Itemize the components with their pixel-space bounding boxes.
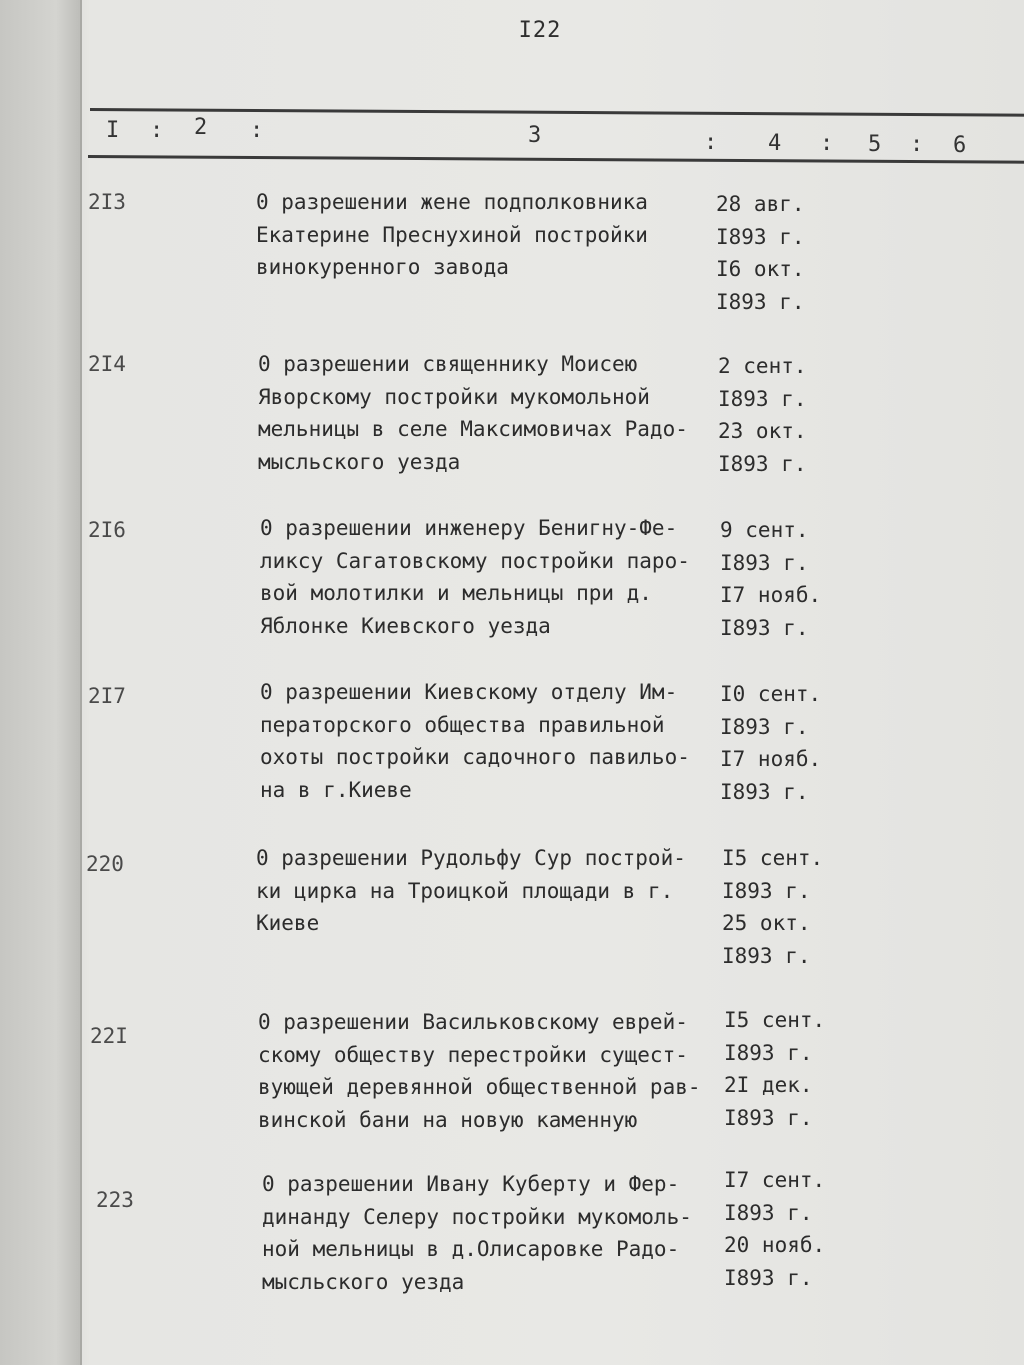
entry-dates <box>716 188 805 318</box>
date-line: I7 нояб. <box>720 747 822 771</box>
description-line: винской бани на новую каменную <box>258 1107 638 1132</box>
entry-dates <box>722 842 823 972</box>
date-line: I893 г. <box>718 451 807 476</box>
date-line: I893 г. <box>720 779 809 804</box>
date-line: I6 окт. <box>716 257 805 281</box>
description-line: 0 разрешении Киевскому отделу Им- <box>260 680 678 704</box>
entry-number: 22I <box>90 1024 128 1048</box>
entry-number: 2I7 <box>88 684 126 708</box>
column-header-2: 2 <box>194 115 208 140</box>
description-line: скому обществу перестройки сущест- <box>258 1042 688 1067</box>
description-line: ной мельницы в д.Олисаровке Радо- <box>262 1237 680 1261</box>
description-line: Яблонке Киевского уезда <box>260 613 551 638</box>
description-line: ператорского общества правильной <box>260 712 665 737</box>
description-line: 0 разрешении Васильковскому еврей- <box>258 1010 688 1034</box>
column-header-3: 3 <box>528 123 542 148</box>
date-line: 23 окт. <box>718 419 807 443</box>
entry-number: 2I4 <box>88 352 126 376</box>
date-line: I893 г. <box>720 615 809 640</box>
date-line: I893 г. <box>720 714 809 739</box>
date-line: 20 нояб. <box>724 1233 826 1257</box>
description-line: Киеве <box>256 911 320 935</box>
date-line: I5 сент. <box>722 846 824 870</box>
column-header-sep-4: : <box>820 131 834 156</box>
description-line: динанду Селеру постройки мукомоль- <box>262 1204 692 1229</box>
entry-number: 2I6 <box>88 518 126 542</box>
description-line: ки цирка на Троицкой площади в г. <box>256 878 674 903</box>
date-line: I893 г. <box>716 224 805 249</box>
description-line: 0 разрешении Ивану Куберту и Фер- <box>262 1172 680 1196</box>
date-line: I7 сент. <box>724 1168 826 1192</box>
entry-description <box>256 186 648 284</box>
date-line: 2 сент. <box>718 354 807 378</box>
description-line: мысльского уезда <box>258 449 461 474</box>
description-line: на в г.Киеве <box>260 777 412 802</box>
entry-number: 2I3 <box>88 190 126 214</box>
description-line: 0 разрешении жене подполковника <box>256 190 648 214</box>
date-line: 2I дек. <box>724 1073 813 1097</box>
date-line: I0 сент. <box>720 682 822 706</box>
column-header-4: 4 <box>768 131 782 156</box>
description-line: 0 разрешении Рудольфу Сур построй- <box>256 846 686 870</box>
date-line: 28 авг. <box>716 192 805 216</box>
column-header-sep-2: : <box>250 118 264 143</box>
description-line: Екатерине Преснухиной постройки <box>256 222 648 247</box>
entry-number: 220 <box>86 852 124 876</box>
date-line: I893 г. <box>722 878 811 903</box>
date-line: I893 г. <box>724 1105 813 1130</box>
entry-description <box>262 1168 692 1298</box>
page-binding <box>0 0 82 1365</box>
date-line: I893 г. <box>720 550 809 575</box>
description-line: вующей деревянной общественной рав- <box>258 1075 701 1099</box>
date-line: I893 г. <box>722 943 811 968</box>
header-rule-bottom <box>88 155 1024 164</box>
date-line: I893 г. <box>716 289 805 314</box>
entry-dates <box>724 1164 825 1294</box>
date-line: 9 сент. <box>720 518 809 542</box>
column-header-1: I <box>106 118 120 143</box>
date-line: I893 г. <box>724 1200 813 1225</box>
entry-description <box>260 512 690 642</box>
description-line: охоты постройки садочного павильо- <box>260 745 690 769</box>
entry-dates <box>720 514 821 644</box>
description-line: мысльского уезда <box>262 1269 465 1294</box>
date-line: 25 окт. <box>722 911 811 935</box>
column-header-sep-1: : <box>150 118 164 143</box>
description-line: ликсу Сагатовскому постройки паро- <box>260 548 690 573</box>
entry-description <box>258 1006 701 1136</box>
entry-dates <box>718 350 807 480</box>
column-header-sep-5: : <box>910 132 924 157</box>
header-rule-top <box>90 108 1024 117</box>
description-line: мельницы в селе Максимовичах Радо- <box>258 417 688 441</box>
page-number: I22 <box>518 18 562 43</box>
entry-number: 223 <box>96 1188 134 1212</box>
column-header-6: 6 <box>953 133 967 158</box>
description-line: 0 разрешении инженеру Бенигну-Фе- <box>260 516 678 540</box>
description-line: Яворскому постройки мукомольной <box>258 384 650 409</box>
description-line: вой молотилки и мельницы при д. <box>260 581 652 605</box>
column-header-5: 5 <box>868 132 882 157</box>
description-line: винокуренного завода <box>256 255 509 279</box>
entry-description <box>256 842 686 940</box>
date-line: I893 г. <box>718 386 807 411</box>
entry-description <box>260 676 690 806</box>
entry-dates <box>720 678 821 808</box>
description-line: 0 разрешении священнику Моисею <box>258 352 638 376</box>
entry-description <box>258 348 688 478</box>
date-line: I893 г. <box>724 1265 813 1290</box>
date-line: I7 нояб. <box>720 583 822 607</box>
date-line: I893 г. <box>724 1040 813 1065</box>
date-line: I5 сент. <box>724 1008 826 1032</box>
entry-dates <box>724 1004 825 1134</box>
column-header-sep-3: : <box>704 130 718 155</box>
